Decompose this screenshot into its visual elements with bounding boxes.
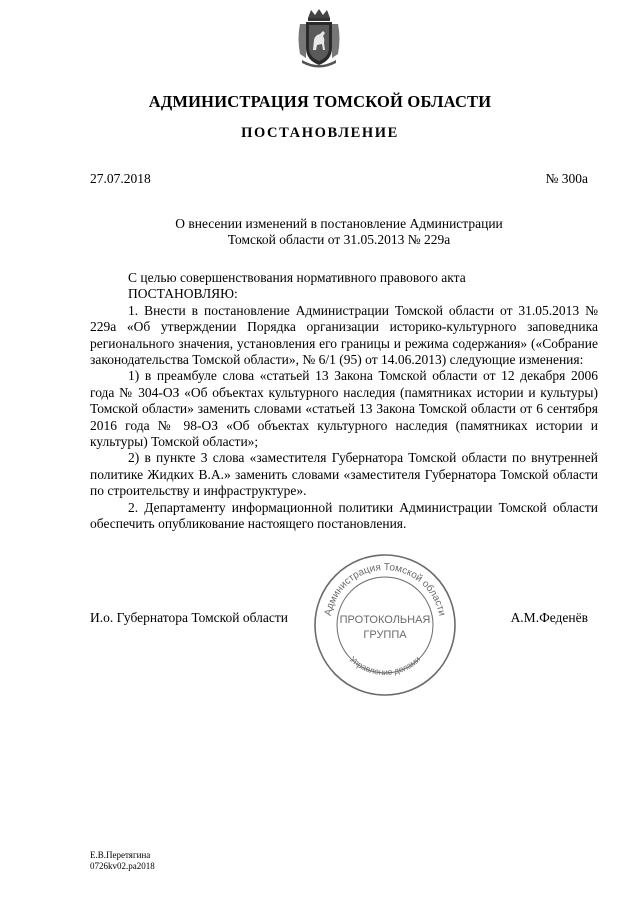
document-subject — [90, 216, 588, 248]
stamp-line-2: ГРУППА — [363, 629, 407, 641]
document-code: 0726kv02.pa2018 — [90, 861, 155, 871]
coat-of-arms-icon — [296, 8, 342, 70]
item-1-1-paragraph: 1) в преамбуле слова «статьей 13 Закона Томской области от 12 декабря 2006 года № 304-ОЗ «Об объектах культурного наследия (памятниках истории и культуры) Томской области» заменить словами «статьей 13 Закона Томской области от 6 сентября 2016 года № 98-ОЗ «Об объектах культурного наследия (памятниках истории и культуры) Томской области»; — [90, 368, 598, 450]
document-number: № 300а — [545, 171, 588, 186]
document-type: ПОСТАНОВЛЕНИЕ — [241, 125, 399, 141]
organization-title: АДМИНИСТРАЦИЯ ТОМСКОЙ ОБЛАСТИ — [148, 92, 492, 111]
subject-line-1: О внесении изменений в постановление Администрации — [175, 216, 503, 231]
official-stamp — [310, 550, 460, 700]
stamp-bottom-text: Управление делами — [347, 654, 423, 677]
item-2-paragraph: 2. Департаменту информационной политики Администрации Томской области обеспечить опубликование настоящего постановления. — [90, 499, 598, 532]
subject-line-2: Томской области от 31.05.2013 № 229а — [227, 232, 451, 247]
item-1-2-paragraph: 2) в пункте 3 слова «заместителя Губернатора Томской области по внутренней политике Жидких В.А.» заменить словами «заместителя Губернатора Томской области по строительству и инфраструктуре». — [90, 450, 598, 499]
stamp-outer-text: Администрация Томской области — [322, 561, 448, 617]
purpose-paragraph: С целью совершенствования нормативного правового акта — [128, 270, 466, 285]
signatory-name: А.М.Феденёв — [510, 610, 588, 625]
document-body — [90, 270, 598, 533]
executor-name: Е.В.Перетягина — [90, 850, 151, 860]
document-footer — [90, 850, 155, 872]
decree-word: ПОСТАНОВЛЯЮ: — [128, 286, 238, 302]
stamp-line-1: ПРОТОКОЛЬНАЯ — [339, 614, 431, 626]
item-1-paragraph: 1. Внести в постановление Администрации Томской области от 31.05.2013 № 229а «Об утверждении Порядка организации историко-культурного заповедника регионального значения, установления его границы и режима содержания» («Собрание законодательства Томской области», № 6/1 (95) от 14.06.2013) следующие изменения: — [90, 302, 598, 368]
signatory-position: И.о. Губернатора Томской области — [90, 610, 288, 625]
svg-text:Управление делами — [348, 654, 422, 677]
document-date: 27.07.2018 — [90, 171, 151, 186]
